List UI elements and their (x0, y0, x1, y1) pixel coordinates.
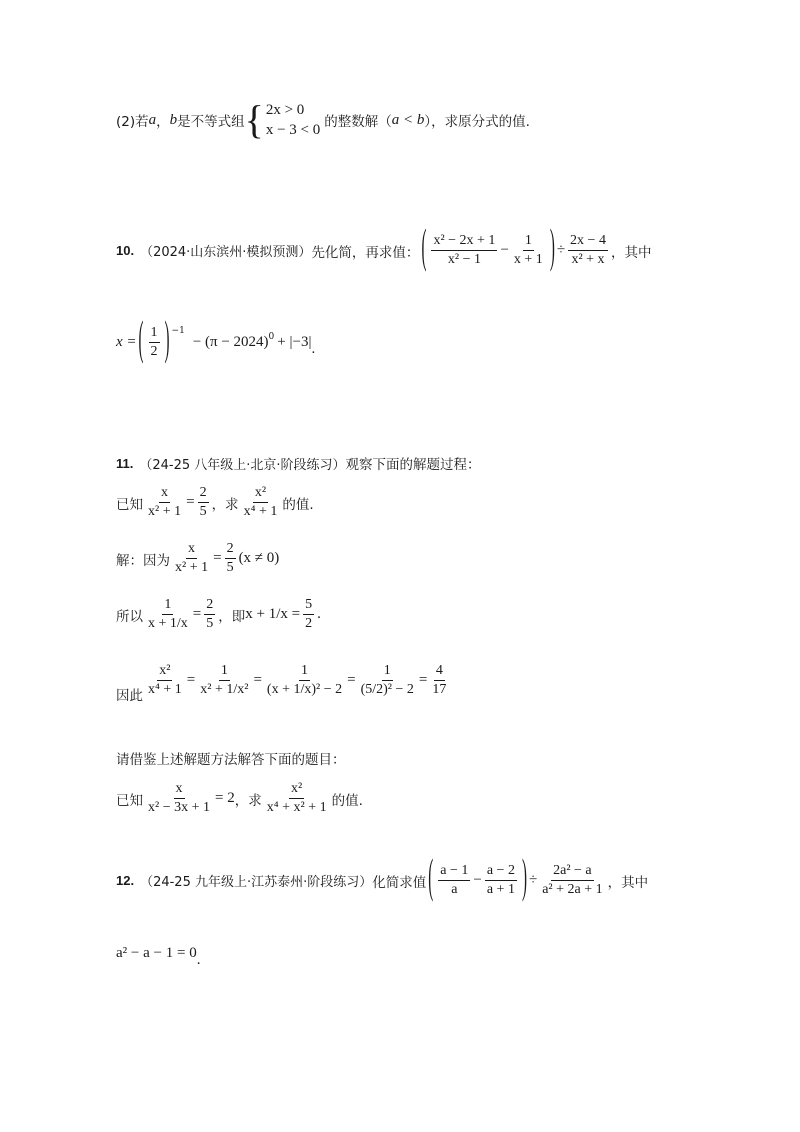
var-b: b (169, 111, 178, 128)
q10-number: 10. (116, 243, 135, 258)
inequality-1: 2x > 0 (265, 102, 305, 118)
q10-frac2: $\frac{1}{x + 1}$ (513, 233, 543, 267)
q10-line: 10. （2024·山东滨州·模拟预测） 先化简，再求值： ( $\frac{\text{x² − 2x + 1}}{\text{x² − 1}}$ − $\frac{1}{x + 1}$ ) ÷ $\frac{2x - 4}{\text{x² + x}}$ ，其中 (116, 223, 652, 275)
q12-number: 12. (116, 873, 135, 888)
condition: a < b (391, 111, 425, 128)
q10-condition: x = ( $\frac{1}{2}$ ) $^{-1}$ − (π − 2024) $^0$ + |−3| . (116, 315, 316, 367)
part2-lead: (2)若 (116, 114, 149, 130)
system-brace: { (244, 97, 264, 142)
q11-hence: 因此 $\frac{\text{x²}}{\text{x⁴ + 1}}$ = $\frac{1}{\text{x² + 1/x²}}$ = $\frac{1}{\text{(x + 1/x)² − 2}}$ = $\frac{1}{\text{(5/2)² − 2}}$ = $\frac{4}{17}$ (116, 662, 447, 704)
q11-given: 已知 $\frac{x}{\text{x² + 1}}$ = $\frac{2}{5}$ ，求 $\frac{\text{x²}}{\text{x⁴ + 1}}$ 的值. (116, 485, 314, 519)
q12-line: 12. （24-25 九年级上·江苏泰州·阶段练习） 化简求值 ( $\frac{a - 1}{a}$ − $\frac{a - 2}{a + 1}$ ) ÷ $\frac{\text{2a² − a}}{\text{a² + 2a + 1}}$ ，其中 (116, 853, 649, 905)
q11-instruction: 请借鉴上述解题方法解答下面的题目： (116, 752, 346, 768)
q10-frac1: $\frac{\text{x² − 2x + 1}}{\text{x² − 1}}$ (433, 233, 496, 267)
q12-condition: a² − a − 1 = 0 . (116, 945, 201, 968)
q10-source: （2024·山东滨州·模拟预测） (140, 245, 312, 260)
q11-solution: 解：因为 $\frac{x}{\text{x² + 1}}$ = $\frac{2}{5}$ (x ≠ 0) (116, 541, 280, 575)
q11-therefore: 所以 $\frac{1}{x + 1/x}$ = $\frac{2}{5}$ ，即 x + 1/x = $\frac{5}{2}$ . (116, 597, 321, 631)
q12-source: （24-25 九年级上·江苏泰州·阶段练习） (140, 875, 373, 890)
var-a: a (148, 111, 157, 128)
q10-frac3: $\frac{2x - 4}{\text{x² + x}}$ (570, 233, 606, 267)
q11-number: 11. (116, 455, 134, 471)
q11-problem: 已知 $\frac{x}{\text{x² − 3x + 1}}$ = 2 ，求 $\frac{\text{x²}}{\text{x⁴ + x² + 1}}$ 的值. (116, 781, 363, 815)
q11-line: 11. （24-25 八年级上·北京·阶段练习） 观察下面的解题过程： (116, 455, 481, 473)
part2-line: (2)若 a ， b 是不等式组 { 2x > 0 x − 3 < 0 的整数解（ a < b ），求原分式的值. (116, 97, 530, 142)
inequality-2: x − 3 < 0 (265, 122, 321, 138)
inequality-system (266, 100, 320, 140)
q11-source: （24-25 八年级上·北京·阶段练习） (139, 457, 346, 473)
